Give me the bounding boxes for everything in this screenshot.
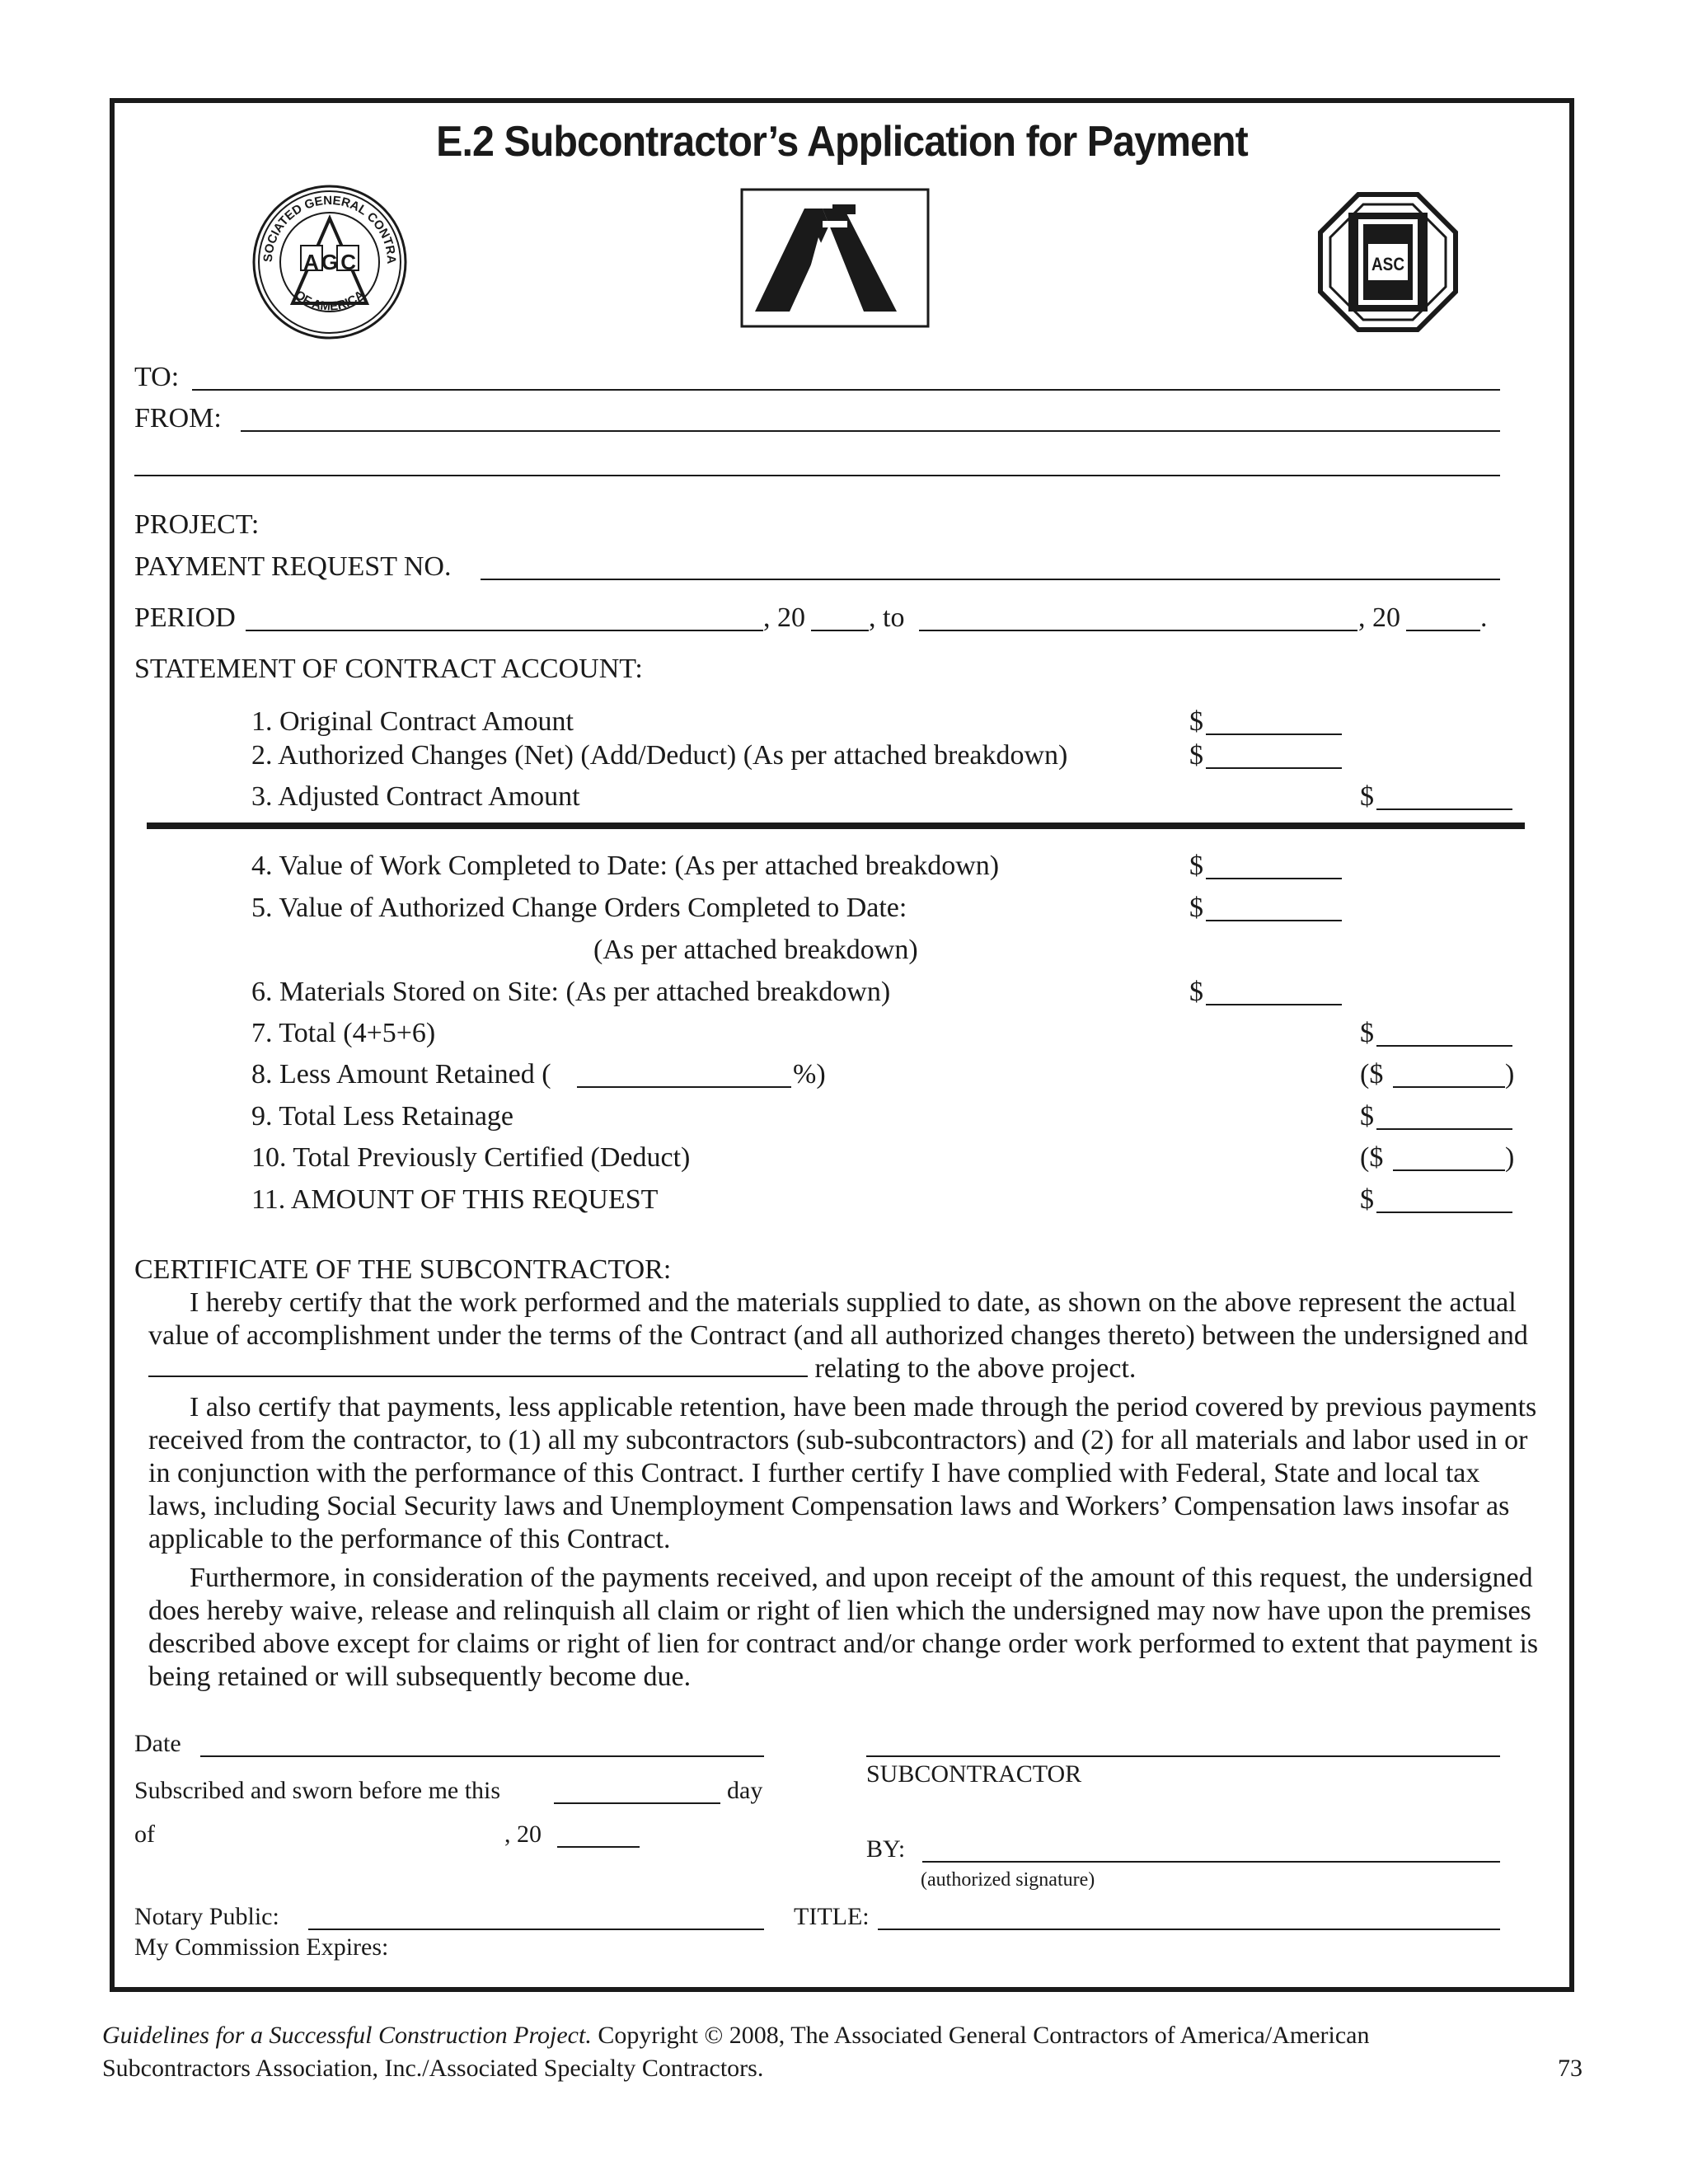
item-2-amount-field[interactable] <box>1206 767 1342 769</box>
item-1-label: 1. Original Contract Amount <box>251 706 574 737</box>
contractor-name-field[interactable] <box>148 1352 808 1377</box>
year-field[interactable] <box>557 1846 640 1848</box>
item-9-currency: $ <box>1360 1101 1374 1132</box>
item-4-amount-field[interactable] <box>1206 878 1342 879</box>
commission-label: My Commission Expires: <box>134 1933 389 1961</box>
form-title: E.2 Subcontractor’s Application for Payment <box>436 118 1248 166</box>
item-8-percent-suffix: %) <box>793 1059 826 1090</box>
cert-p1-tail: relating to the above project. <box>814 1353 1137 1384</box>
item-4-currency: $ <box>1189 851 1203 881</box>
subscribed-day-field[interactable] <box>554 1802 720 1804</box>
item-3-label: 3. Adjusted Contract Amount <box>251 781 580 812</box>
period-year1-label: , 20 <box>763 602 805 633</box>
certificate-heading: CERTIFICATE OF THE SUBCONTRACTOR: <box>134 1254 672 1285</box>
page-number: 73 <box>1558 2055 1582 2082</box>
item-4-label: 4. Value of Work Completed to Date: (As per attached breakdown) <box>251 851 1000 881</box>
item-10-label: 10. Total Previously Certified (Deduct) <box>251 1142 691 1173</box>
item-3-currency: $ <box>1360 781 1374 812</box>
certificate-paragraph-1 <box>148 1286 1541 1385</box>
item-8-paren-open: ($ <box>1360 1059 1384 1090</box>
of-label: of <box>134 1821 155 1848</box>
section-divider <box>147 823 1525 829</box>
payment-request-field[interactable] <box>481 579 1500 580</box>
item-1-currency: $ <box>1189 706 1203 737</box>
year-label: , 20 <box>504 1821 542 1848</box>
item-11-currency: $ <box>1360 1184 1374 1215</box>
subscribed-label: Subscribed and sworn before me this <box>134 1777 501 1804</box>
item-7-amount-field[interactable] <box>1376 1045 1512 1047</box>
agc-ring-bottom-text: OF AMERICA <box>292 288 368 314</box>
footer-italic-title: Guidelines for a Successful Construction Project. <box>102 2022 592 2049</box>
footer-copyright-2: Subcontractors Association, Inc./Associated Specialty Contractors. <box>102 2055 764 2082</box>
period-label: PERIOD <box>134 602 236 633</box>
item-7-currency: $ <box>1360 1018 1374 1048</box>
period-year2-label: , 20 <box>1358 602 1400 633</box>
item-2-currency: $ <box>1189 740 1203 771</box>
to-field[interactable] <box>192 389 1500 391</box>
statement-heading: STATEMENT OF CONTRACT ACCOUNT: <box>134 654 643 684</box>
asc-logo <box>1317 191 1459 333</box>
from-label: FROM: <box>134 403 222 434</box>
item-1-amount-field[interactable] <box>1206 733 1342 735</box>
subcontractor-label: SUBCONTRACTOR <box>866 1760 1082 1788</box>
notary-label: Notary Public: <box>134 1903 279 1930</box>
footer-line-1 <box>102 2019 1369 2052</box>
footer-copyright-1: Copyright © 2008, The Associated General Contractors of America/American <box>591 2022 1370 2049</box>
item-8-label: 8. Less Amount Retained ( <box>251 1059 551 1090</box>
from-field[interactable] <box>241 430 1500 432</box>
item-5-currency: $ <box>1189 893 1203 923</box>
cert-p1-text: I hereby certify that the work performed and the materials supplied to date, as shown on the above represent the actual value of accomplishment under the terms of the Contract (and all authorized changes thereto) between the undersigned and <box>148 1287 1528 1351</box>
item-8-paren-close: ) <box>1505 1059 1515 1090</box>
certificate-paragraph-2: I also certify that payments, less applicable retention, have been made through the period covered by previous payments received from the contractor, to (1) all my subcontractors (sub-subcontractors) and (2) for all materials and labor used in or in conjunction with the performance of this Contract. I further certify I have complied with Federal, State and local tax laws, including Social Security laws and Unemployment Compensation laws and Workers’ Compensation laws insofar as applicable to the performance of this Contract. <box>148 1392 1537 1554</box>
item-11-label: 11. AMOUNT OF THIS REQUEST <box>251 1184 659 1215</box>
period-year1-field[interactable] <box>811 630 869 631</box>
item-10-paren-close: ) <box>1505 1142 1515 1173</box>
item-9-label: 9. Total Less Retainage <box>251 1101 514 1132</box>
by-label: BY: <box>866 1835 906 1863</box>
day-label: day <box>727 1777 763 1804</box>
period-end-punct: . <box>1480 602 1488 633</box>
item-7-label: 7. Total (4+5+6) <box>251 1018 436 1048</box>
certificate-paragraph-3: Furthermore, in consideration of the payments received, and upon receipt of the amount of this request, the undersigned does hereby waive, release and relinquish all claim or right of lien which the undersigned may now have upon the premises described above except for claims or right of lien for contract and/or change order work performed to extent that payment is being retained or will subsequently become due. <box>148 1563 1539 1692</box>
item-8-amount-field[interactable] <box>1393 1086 1505 1088</box>
project-label: PROJECT: <box>134 509 260 540</box>
by-signature-field[interactable] <box>922 1861 1500 1863</box>
to-label: TO: <box>134 362 180 392</box>
item-10-paren-open: ($ <box>1360 1142 1384 1173</box>
date-field[interactable] <box>200 1755 764 1757</box>
from-field-line2[interactable] <box>134 475 1500 476</box>
item-11-amount-field[interactable] <box>1376 1212 1512 1213</box>
agc-letters: AGC <box>303 250 356 274</box>
notary-field[interactable] <box>308 1929 764 1930</box>
item-6-label: 6. Materials Stored on Site: (As per attached breakdown) <box>251 977 891 1007</box>
svg-text:OF AMERICA <box>292 288 367 314</box>
item-5-label: 5. Value of Authorized Change Orders Completed to Date: <box>251 893 907 923</box>
item-6-currency: $ <box>1189 977 1203 1007</box>
item-5-amount-field[interactable] <box>1206 920 1342 921</box>
authorized-signature-caption: (authorized signature) <box>921 1869 1095 1891</box>
item-3-amount-field[interactable] <box>1376 808 1512 810</box>
title-field[interactable] <box>878 1929 1500 1930</box>
title-label: TITLE: <box>794 1903 870 1930</box>
aia-logo <box>740 188 930 328</box>
subcontractor-signature-field[interactable] <box>866 1755 1500 1757</box>
agc-ring-top-text: SOCIATED GENERAL CONTRA <box>260 193 399 265</box>
item-8-percent-field[interactable] <box>577 1086 791 1088</box>
agc-logo <box>251 184 408 340</box>
period-to-label: , to <box>869 602 905 633</box>
date-label: Date <box>134 1730 181 1757</box>
period-end-field[interactable] <box>919 630 1357 631</box>
period-year2-field[interactable] <box>1406 630 1480 631</box>
item-2-label: 2. Authorized Changes (Net) (Add/Deduct) (As per attached breakdown) <box>251 740 1068 771</box>
asc-letters: ASC <box>1372 254 1405 274</box>
period-start-field[interactable] <box>246 630 763 631</box>
item-10-amount-field[interactable] <box>1393 1169 1505 1171</box>
item-6-amount-field[interactable] <box>1206 1004 1342 1005</box>
item-9-amount-field[interactable] <box>1376 1128 1512 1130</box>
item-5-sublabel: (As per attached breakdown) <box>593 935 918 965</box>
payment-request-label: PAYMENT REQUEST NO. <box>134 551 452 582</box>
